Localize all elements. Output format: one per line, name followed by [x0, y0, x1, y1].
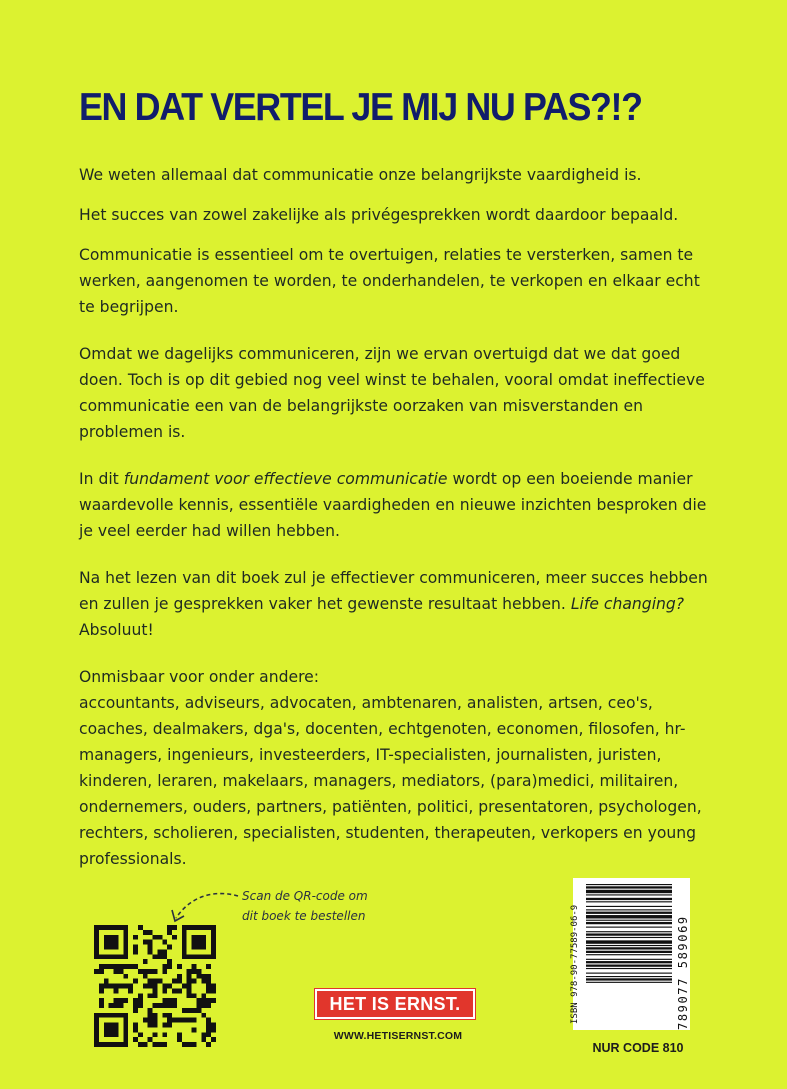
paragraph-5-end: wordt op een boeiende manier waardevolle kennis, essentiële vaardigheden en nieuwe inzichten besproken die je veel eerder had willen hebben. [79, 470, 707, 540]
paragraph-2: Het succes van zowel zakelijke als privégesprekken wordt daardoor bepaald. [79, 206, 679, 224]
nur-code: NUR CODE 810 [592, 1041, 684, 1055]
paragraph-1: We weten allemaal dat communicatie onze belangrijkste vaardigheid is. [79, 166, 642, 184]
audience-list [79, 664, 719, 872]
paragraph-4: Omdat we dagelijks communiceren, zijn we ervan overtuigd dat we dat goed doen. Toch is op dit gebied nog veel winst te behalen, vooral omdat ineffectieve communicatie een van de belangrijkste oorzaken van misverstanden en problemen is. [79, 345, 705, 441]
paragraph-6 [79, 565, 719, 643]
qr-note: Scan de QR-code om dit boek te bestellen [242, 889, 368, 923]
qr-code-icon[interactable] [94, 925, 216, 1047]
blurb-text [79, 162, 719, 872]
paragraph-6-start: Na het lezen van dit boek zul je effectiever communiceren, meer succes hebben en zullen je gesprekken vaker het gewenste resultaat hebben. [79, 569, 708, 613]
paragraph-6-end: Absoluut! [79, 621, 154, 639]
paragraph-6-italic: Life changing? [570, 595, 685, 613]
audience-items: accountants, adviseurs, advocaten, ambtenaren, analisten, artsen, ceo's, coaches, dealmakers, dga's, docenten, echtgenoten, economen, filosofen, hr-managers, ingenieurs, investeerders, IT-specialisten, journalisten, juristen, kinderen, leraren, makelaars, managers, mediators, (para)medici, militairen, ondernemers, ouders, partners, patiënten, politici, presentatoren, psychologen, rechters, scholieren, specialisten, studenten, therapeuten, verkopers en young professionals. [79, 694, 702, 868]
hand-drawn-arrow-icon [162, 888, 242, 928]
paragraph-5-italic: fundament voor effectieve communicatie [123, 470, 448, 488]
barcode-icon [586, 884, 672, 1024]
publisher-url[interactable]: WWW.HETISERNST.COM [333, 1030, 463, 1042]
isbn-text: ISBN 978-90-77589-06-9 [570, 904, 580, 1024]
paragraph-3: Communicatie is essentieel om te overtuigen, relaties te versterken, samen te werken, aangenomen te worden, te onderhandelen, te verkopen en elkaar echt te begrijpen. [79, 246, 700, 316]
publisher-logo: HET IS ERNST. [315, 989, 475, 1019]
audience-heading: Onmisbaar voor onder andere: [79, 668, 319, 686]
paragraph-5 [79, 466, 719, 544]
page-title: EN DAT VERTEL JE MIJ NU PAS?!? [79, 86, 642, 129]
paragraph-5-start: In dit [79, 470, 124, 488]
barcode-digits: 789077 589069 [676, 915, 690, 1030]
